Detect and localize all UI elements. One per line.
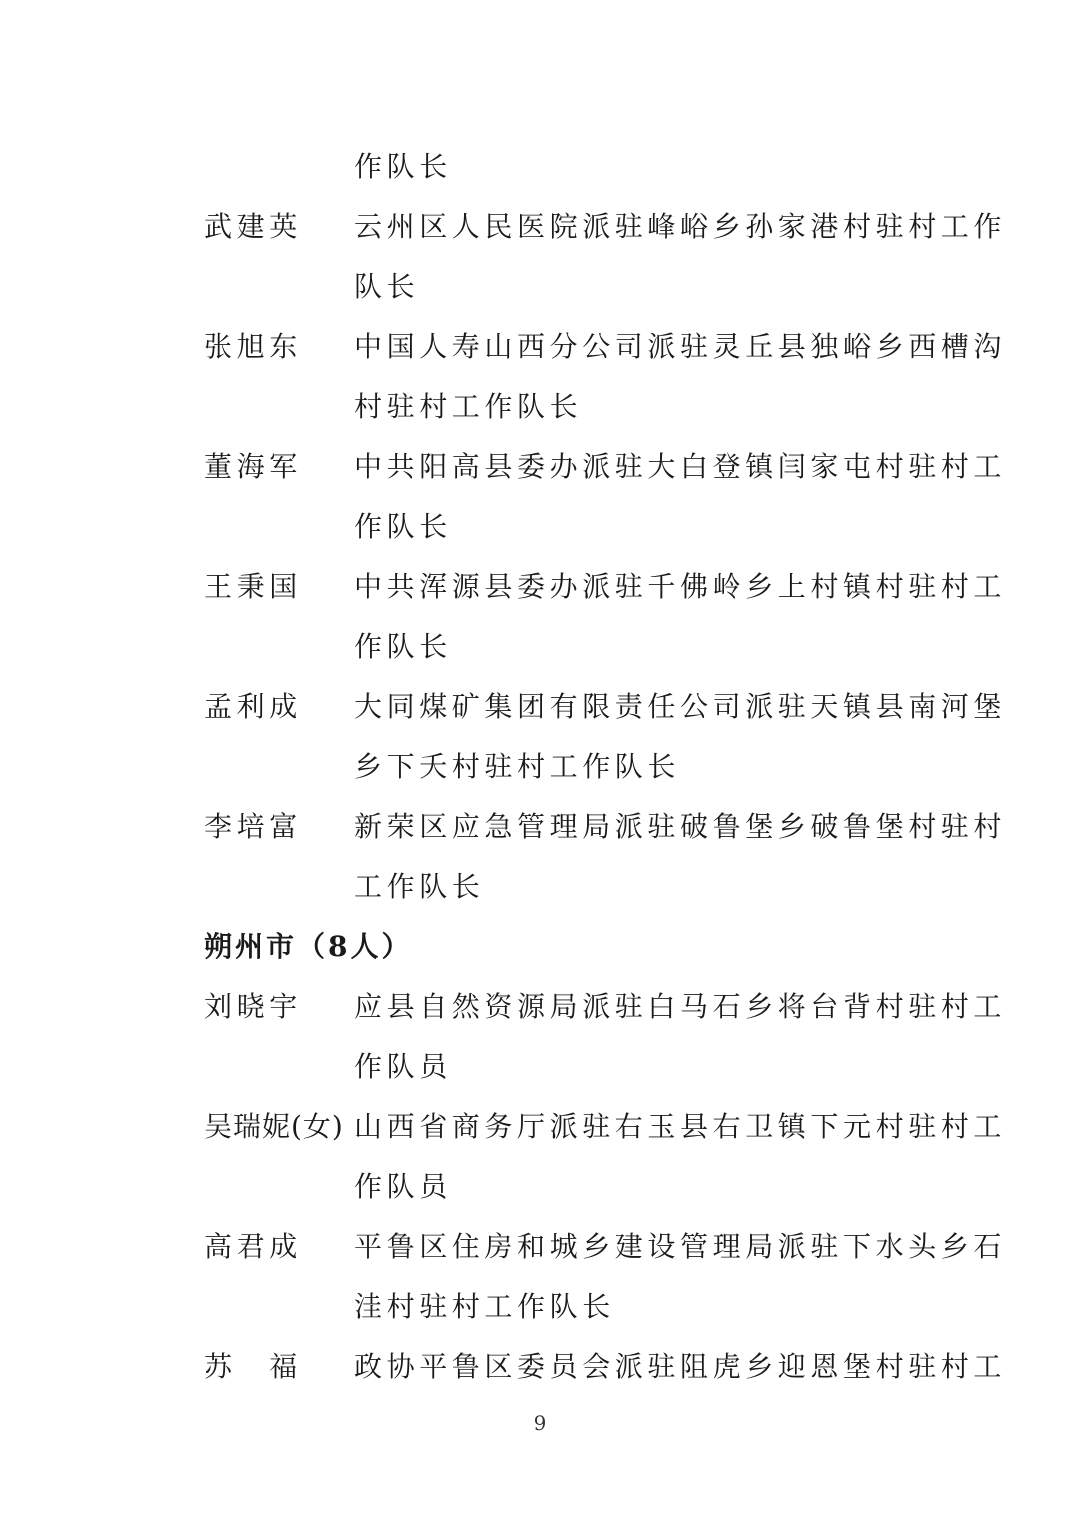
person-name: 王秉国 — [204, 570, 302, 603]
person-role-line1: 中国人寿山西分公司派驻灵丘县独峪乡西槽沟 — [354, 330, 1007, 363]
person-name: 孟利成 — [204, 690, 302, 723]
person-role-line2: 洼村驻村工作队长 — [354, 1290, 615, 1323]
person-role-line2: 村驻村工作队长 — [354, 390, 583, 423]
person-name: 李培富 — [204, 810, 302, 843]
person-role-line1: 中共浑源县委办派驻千佛岭乡上村镇村驻村工 — [354, 570, 1007, 603]
person-role-line1: 云州区人民医院派驻峰峪乡孙家港村驻村工作 — [354, 210, 1007, 243]
person-role-line1: 应县自然资源局派驻白马石乡将台背村驻村工 — [354, 990, 1007, 1023]
person-role-line1: 中共阳高县委办派驻大白登镇闫家屯村驻村工 — [354, 450, 1007, 483]
person-name: 张旭东 — [204, 330, 302, 363]
person-name: 武建英 — [204, 210, 302, 243]
person-name: 吴瑞妮(女) — [204, 1110, 344, 1143]
person-role-line1: 山西省商务厅派驻右玉县右卫镇下元村驻村工 — [354, 1110, 1007, 1143]
person-name: 刘晓宇 — [204, 990, 302, 1023]
person-role-line1: 平鲁区住房和城乡建设管理局派驻下水头乡石 — [354, 1230, 1007, 1263]
person-name: 高君成 — [204, 1230, 302, 1263]
person-role-line2: 乡下夭村驻村工作队长 — [354, 750, 681, 783]
person-role-line2: 队长 — [354, 270, 420, 303]
continuation-line: 作队长 — [354, 150, 452, 183]
person-name: 苏 福 — [204, 1350, 302, 1383]
person-role-line2: 作队长 — [354, 630, 452, 663]
person-role-line1: 新荣区应急管理局派驻破鲁堡乡破鲁堡村驻村 — [354, 810, 1007, 843]
page-number: 9 — [533, 1411, 547, 1435]
person-role-line2: 作队长 — [354, 510, 452, 543]
person-role-line1: 大同煤矿集团有限责任公司派驻天镇县南河堡 — [354, 690, 1007, 723]
person-role-line2: 作队员 — [354, 1050, 452, 1083]
section-heading: 朔州市（8人） — [204, 930, 413, 963]
person-role-line2: 工作队长 — [354, 870, 485, 903]
person-role-line2: 作队员 — [354, 1170, 452, 1203]
person-name: 董海军 — [204, 450, 302, 483]
person-role-line1: 政协平鲁区委员会派驻阻虎乡迎恩堡村驻村工 — [354, 1350, 1007, 1383]
